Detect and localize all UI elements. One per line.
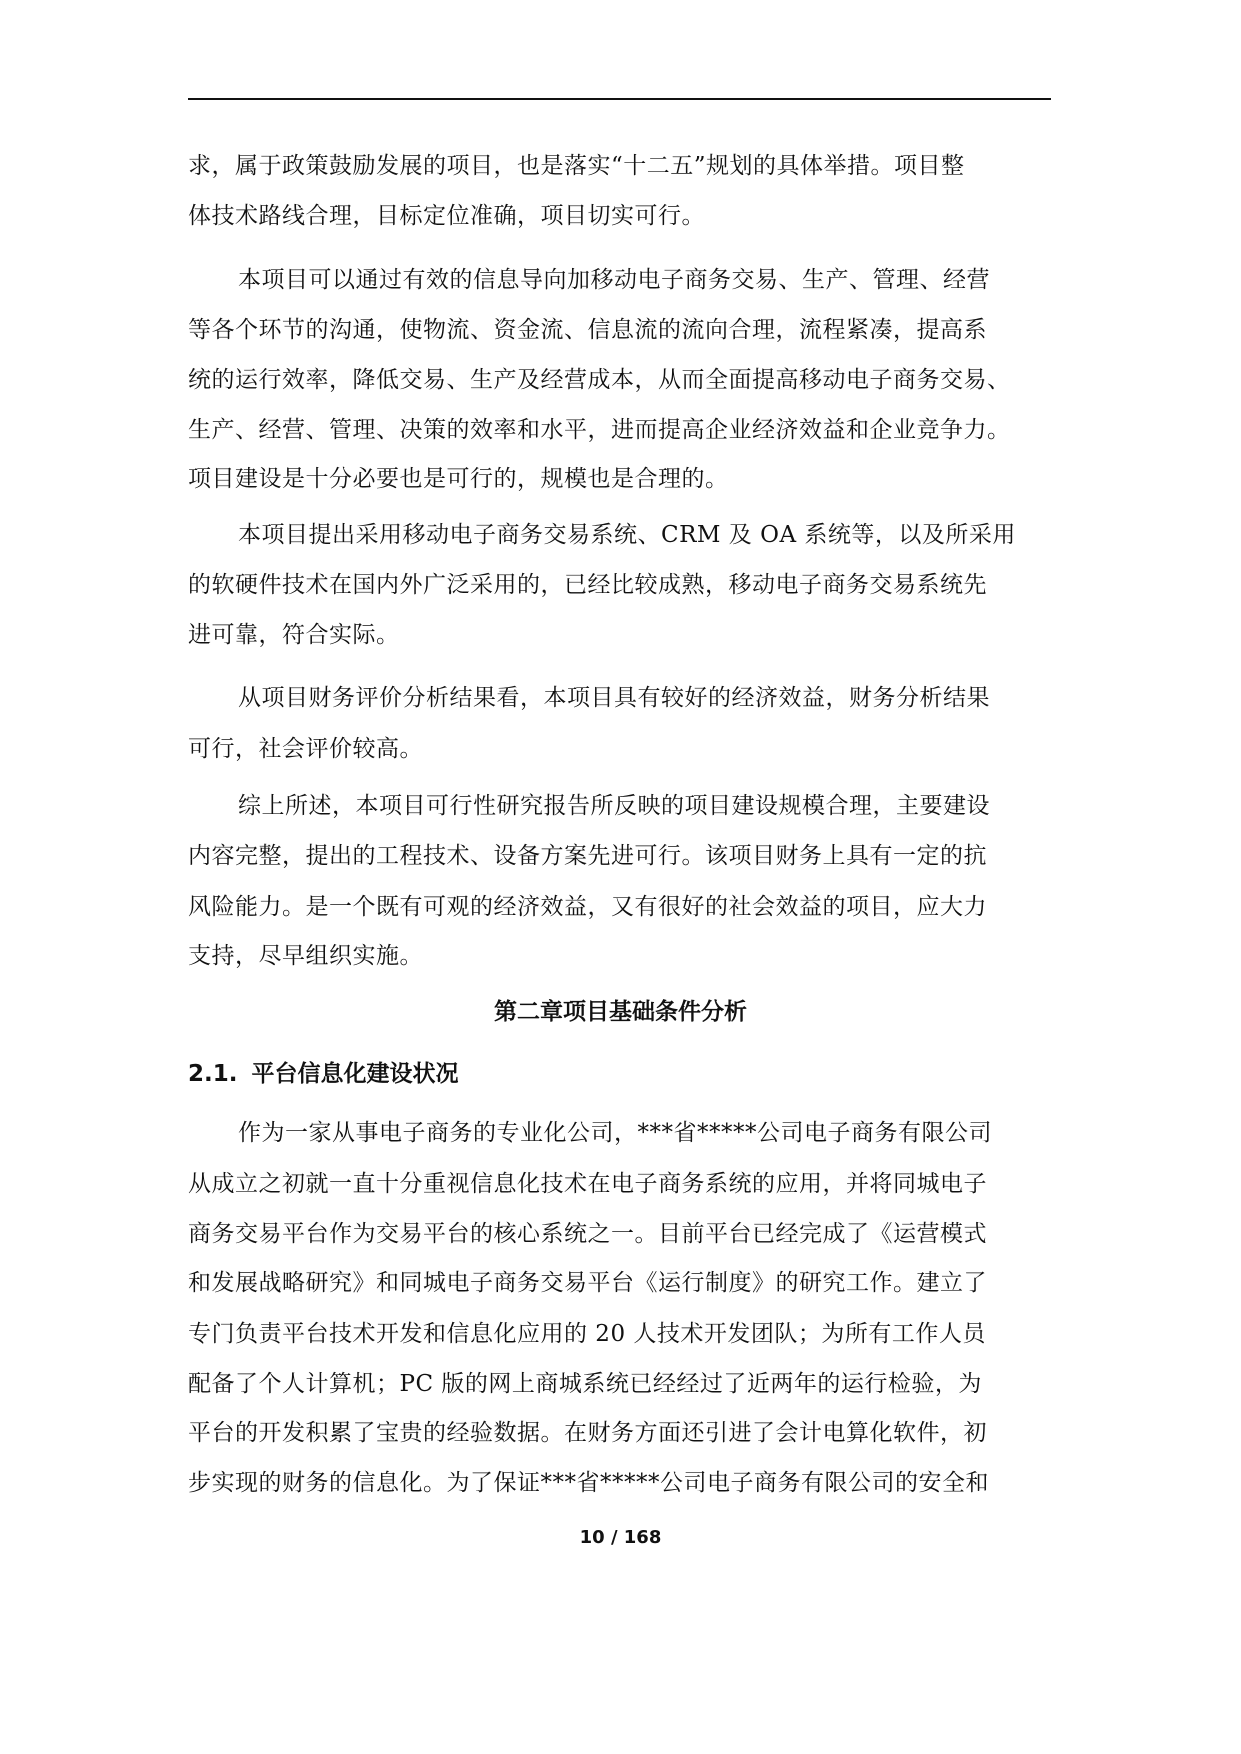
paragraph-line: 生产、经营、管理、决策的效率和水平，进而提高企业经济效益和企业竞争力。 xyxy=(188,417,1011,443)
paragraph-line: 本项目可以通过有效的信息导向加移动电子商务交易、生产、管理、经营 xyxy=(238,267,990,293)
paragraph-line: 综上所述，本项目可行性研究报告所反映的项目建设规模合理，主要建设 xyxy=(238,793,990,819)
paragraph-line: 风险能力。是一个既有可观的经济效益，又有很好的社会效益的项目，应大力 xyxy=(188,894,987,920)
paragraph-line: 从成立之初就一直十分重视信息化技术在电子商务系统的应用，并将同城电子 xyxy=(188,1171,987,1197)
paragraph-line: 和发展战略研究》和同城电子商务交易平台《运行制度》的研究工作。建立了 xyxy=(188,1270,987,1296)
section-heading xyxy=(188,1058,458,1090)
section-title: 平台信息化建设状况 xyxy=(251,1061,459,1087)
paragraph-line: 配备了个人计算机；PC 版的网上商城系统已经经过了近两年的运行检验，为 xyxy=(188,1371,982,1397)
paragraph-line: 平台的开发积累了宝贵的经验数据。在财务方面还引进了会计电算化软件，初 xyxy=(188,1420,987,1446)
paragraph-line: 体技术路线合理，目标定位准确，项目切实可行。 xyxy=(188,203,705,229)
paragraph-line: 步实现的财务的信息化。为了保证***省*****公司电子商务有限公司的安全和 xyxy=(188,1470,989,1496)
paragraph-line: 统的运行效率，降低交易、生产及经营成本，从而全面提高移动电子商务交易、 xyxy=(188,367,1011,393)
paragraph-line: 商务交易平台作为交易平台的核心系统之一。目前平台已经完成了《运营模式 xyxy=(188,1221,987,1247)
paragraph-line: 内容完整，提出的工程技术、设备方案先进可行。该项目财务上具有一定的抗 xyxy=(188,843,987,869)
paragraph-line: 本项目提出采用移动电子商务交易系统、CRM 及 OA 系统等，以及所采用 xyxy=(238,522,1016,548)
paragraph-line: 专门负责平台技术开发和信息化应用的 20 人技术开发团队；为所有工作人员 xyxy=(188,1321,986,1347)
page-number: 10 / 168 xyxy=(579,1527,662,1548)
section-number: 2.1. xyxy=(188,1061,238,1087)
paragraph-line: 项目建设是十分必要也是可行的，规模也是合理的。 xyxy=(188,466,729,492)
chapter-title: 第二章项目基础条件分析 xyxy=(494,999,747,1025)
paragraph-line: 从项目财务评价分析结果看，本项目具有较好的经济效益，财务分析结果 xyxy=(238,685,990,711)
paragraph-line: 支持，尽早组织实施。 xyxy=(188,943,423,969)
header-rule xyxy=(188,98,1051,100)
paragraph-line: 可行，社会评价较高。 xyxy=(188,736,423,762)
paragraph-line: 等各个环节的沟通，使物流、资金流、信息流的流向合理，流程紧凑，提高系 xyxy=(188,317,987,343)
paragraph-line: 求，属于政策鼓励发展的项目，也是落实“十二五”规划的具体举措。项目整 xyxy=(188,153,965,179)
paragraph-line: 进可靠，符合实际。 xyxy=(188,622,400,648)
paragraph-line: 的软硬件技术在国内外广泛采用的，已经比较成熟，移动电子商务交易系统先 xyxy=(188,572,987,598)
paragraph-line: 作为一家从事电子商务的专业化公司，***省*****公司电子商务有限公司 xyxy=(238,1120,992,1146)
